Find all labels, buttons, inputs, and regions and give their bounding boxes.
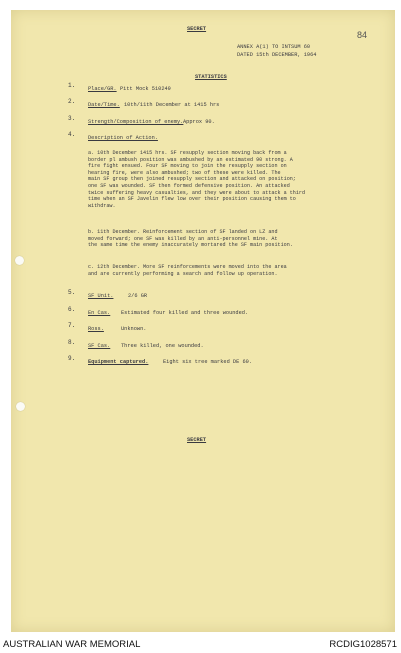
item-number: 8. — [68, 339, 76, 346]
footer-institution: AUSTRALIAN WAR MEMORIAL — [3, 639, 141, 650]
item-value: Three killed, one wounded. — [121, 343, 204, 349]
item-label: Equipment captured. — [88, 359, 149, 365]
paragraph-b — [88, 229, 293, 249]
item-label: SF Unit. — [88, 293, 114, 299]
paragraph-a — [88, 150, 305, 209]
item-number: 3. — [68, 115, 76, 122]
item-value: 10th/11th December at 1415 hrs — [124, 102, 220, 108]
paragraph-line: one SF was wounded. SF then formed defensive position. An attacked — [88, 182, 290, 189]
item-value: Unknown. — [121, 326, 147, 332]
classification-bottom: SECRET — [187, 437, 207, 443]
paragraph-line: time when an SF Javelin flew low over their position causing them to — [88, 196, 296, 203]
annex-line-2: DATED 15th DECEMBER, 1964 — [237, 52, 317, 58]
item-number: 9. — [68, 355, 76, 362]
classification-top: SECRET — [187, 26, 207, 32]
paragraph-line: and are currently performing a search and follow up operation. — [88, 270, 278, 277]
paragraph-line: moved forward; one SF was killed by an anti-personnel mine. At — [88, 235, 278, 242]
paragraph-line: fire fight ensued. Four SF moving to join the resupply section on — [88, 163, 287, 170]
paragraph-line: main SF group then joined resupply section and attacked on position; — [88, 176, 296, 183]
item-value: Estimated four killed and three wounded. — [121, 310, 249, 316]
punch-hole-bottom — [16, 402, 25, 411]
paragraph-line: withdraw. — [88, 202, 116, 209]
item-value: Eight six tree marked DE 60. — [163, 359, 253, 365]
item-number: 2. — [68, 98, 76, 105]
item-value: Approx 90. — [183, 119, 215, 125]
item-number: 1. — [68, 82, 76, 89]
annex-line-1: ANNEX A(1) TO INTSUM 60 — [237, 44, 311, 50]
item-label: Ross. — [88, 326, 104, 332]
paragraph-line: b. 11th December. Reinforcement section of SF landed on LZ and — [88, 229, 278, 235]
item-label: Date/Time. — [88, 102, 120, 108]
item-number: 7. — [68, 322, 76, 329]
item-value: Pitt Mock 510249 — [120, 86, 171, 92]
page-number: 84 — [357, 30, 368, 40]
item-value: 2/6 GR — [128, 293, 148, 299]
archive-footer — [0, 636, 401, 653]
paragraph-line: a. 10th December 1415 hrs. SF resupply section moving back from a — [88, 150, 287, 156]
item-label: SF Cas. — [88, 343, 111, 349]
footer-record-id: RCDIG1028571 — [329, 639, 397, 650]
paragraph-c — [88, 264, 287, 277]
item-label: Strength/Composition of enemy. — [88, 119, 184, 125]
paragraph-line: c. 12th December. More SF reinforcements were moved into the area — [88, 264, 287, 270]
item-number: 5. — [68, 289, 76, 296]
paragraph-line: the same time the enemy inaccurately mortared the SF main position. — [88, 242, 293, 249]
document-page — [11, 10, 395, 632]
item-label: En Cas. — [88, 310, 111, 316]
item-number: 4. — [68, 131, 76, 138]
item-label: Description of Action. — [88, 135, 158, 141]
heading: STATISTICS — [195, 74, 227, 80]
punch-hole-top — [15, 256, 24, 265]
item-number: 6. — [68, 306, 76, 313]
item-label: Place/GR. — [88, 86, 117, 92]
paragraph-line: border pl ambush position was ambushed by an estimated 90 strong. A — [88, 156, 293, 163]
paragraph-line: hearing fire, were also ambushed; two of these were killed. The — [88, 169, 281, 176]
paragraph-line: twice suffering heavy casualties, and they were about to attack a third — [88, 189, 306, 196]
